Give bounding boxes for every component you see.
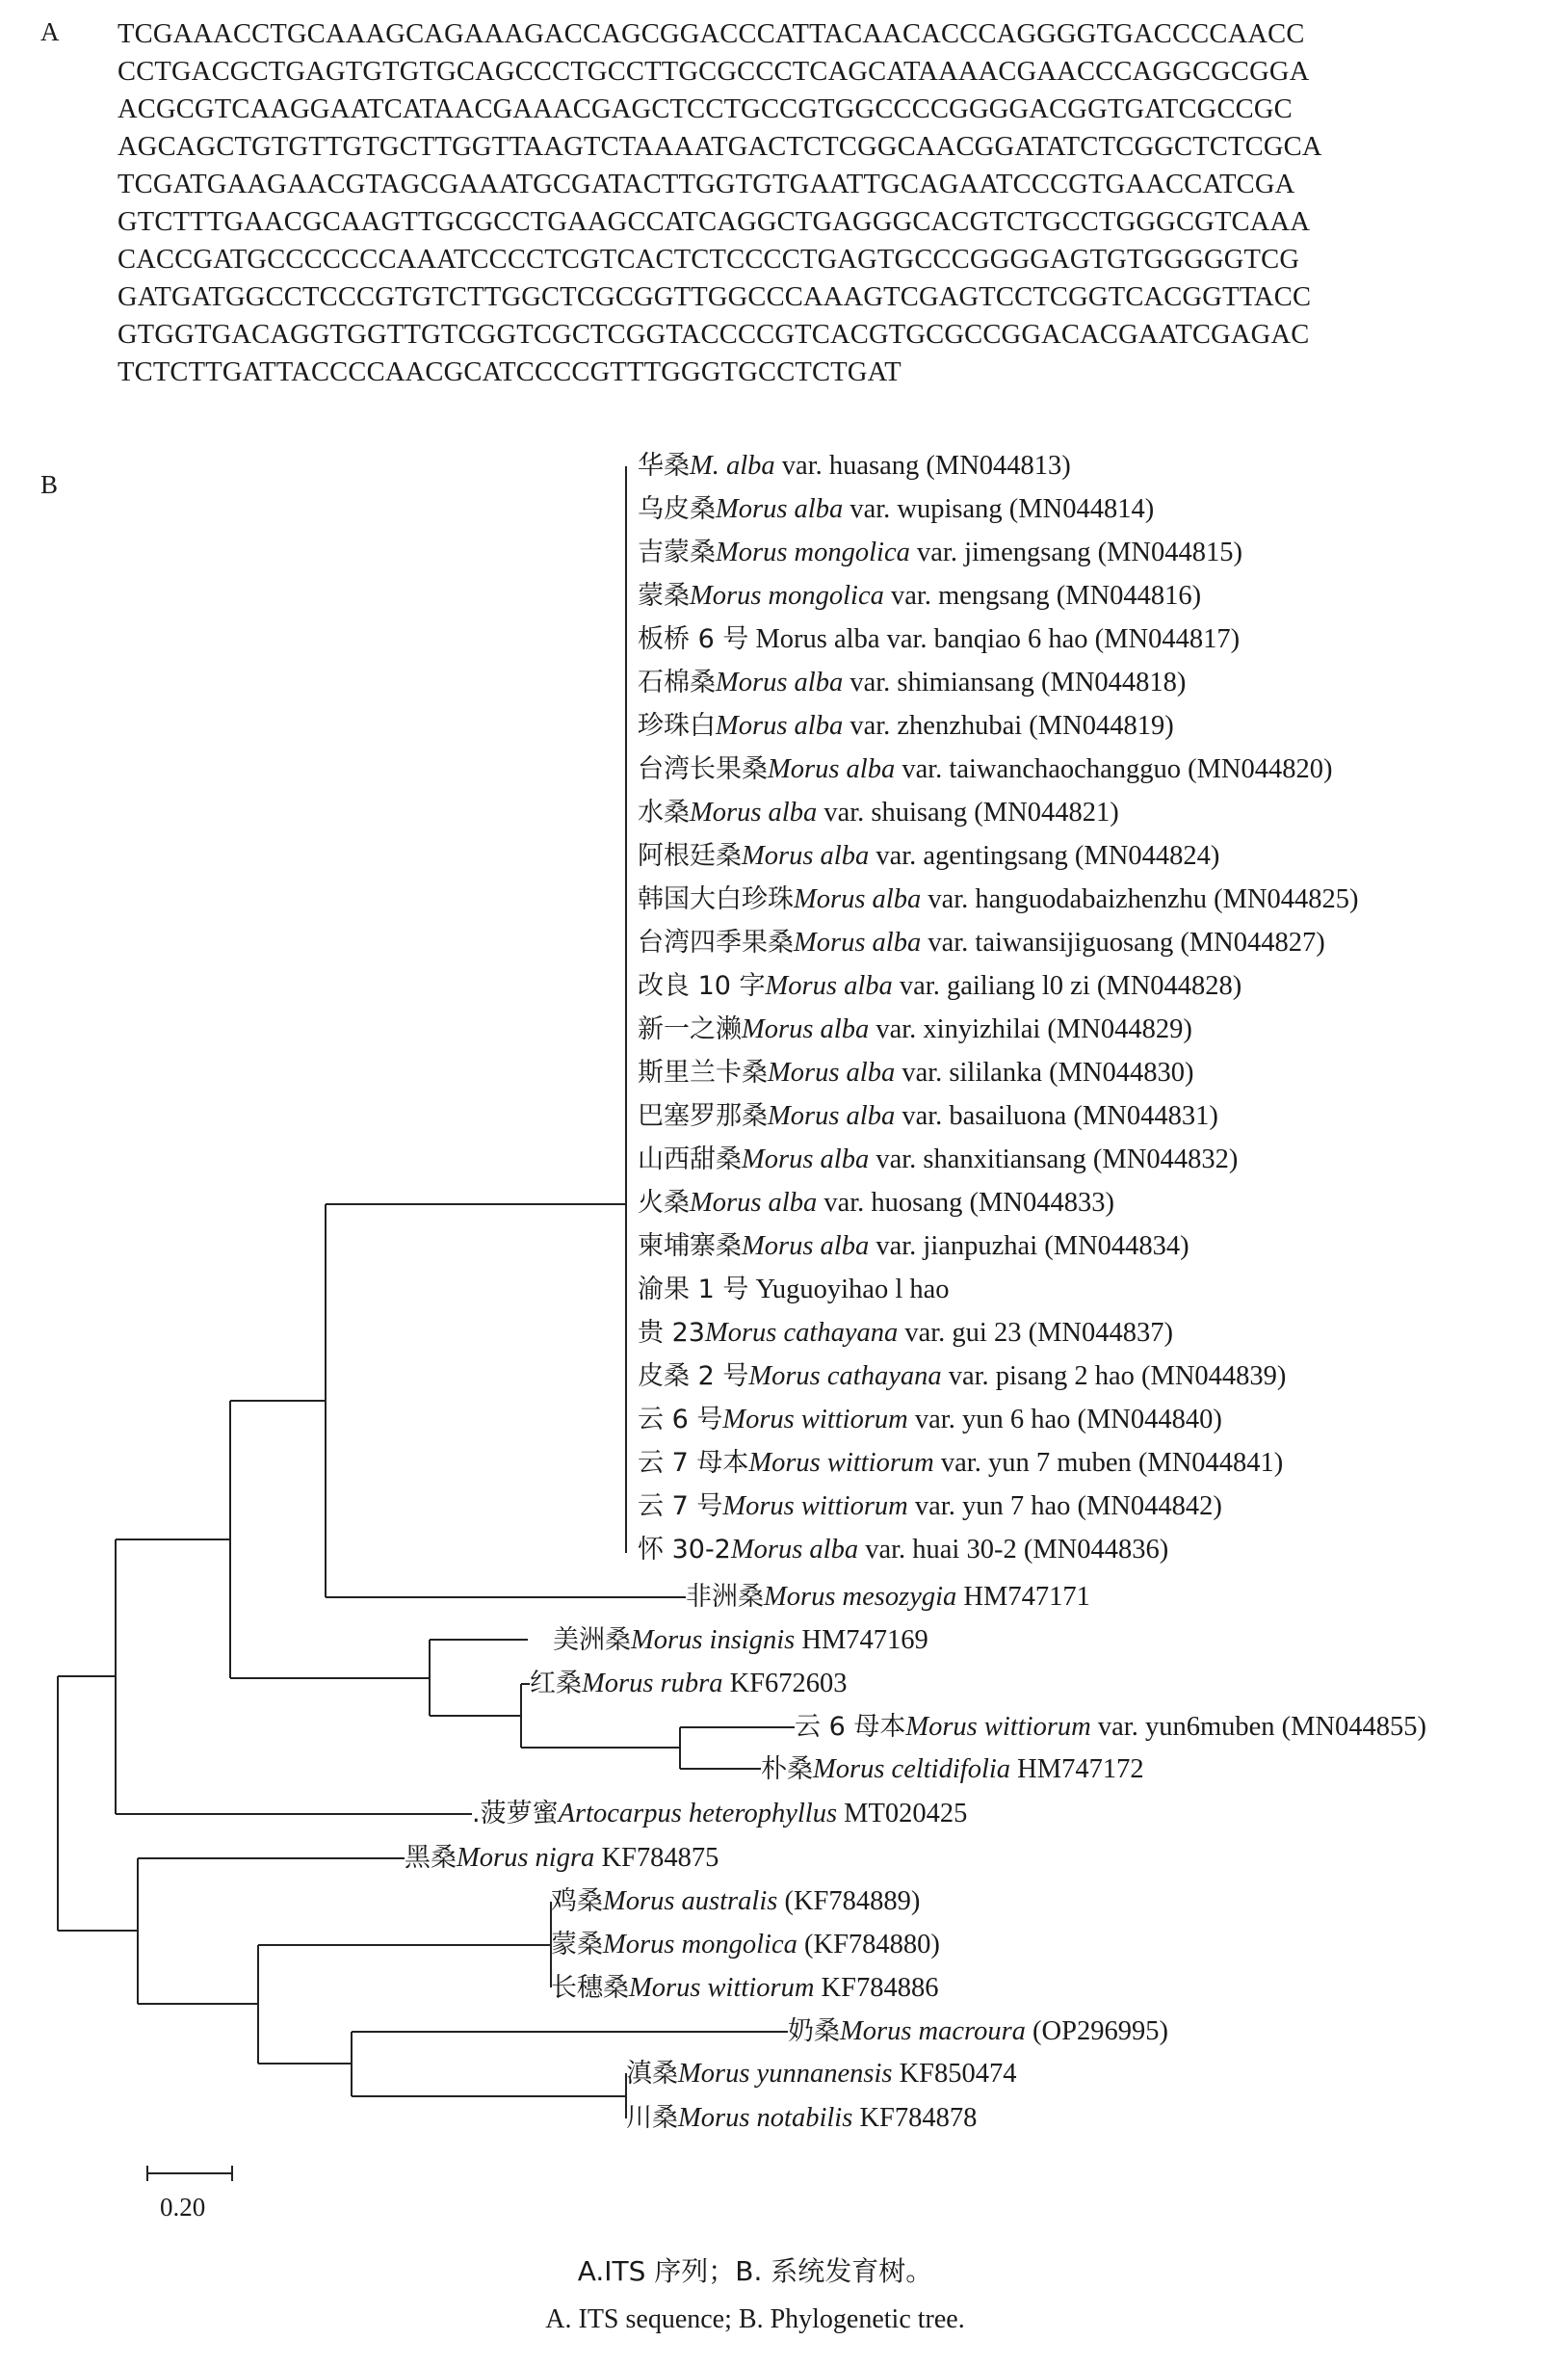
leaf-scientific-name: Morus alba	[768, 1101, 896, 1131]
scale-bar	[147, 2166, 232, 2181]
leaf-accession: var. basailuona (MN044831)	[895, 1101, 1218, 1131]
leaf-accession: var. yun 7 muben (MN044841)	[933, 1448, 1284, 1478]
leaf-chinese-name: 皮桑 2 号	[638, 1361, 749, 1391]
leaf-scientific-name: Morus alba	[730, 1535, 859, 1565]
leaf-accession: var. xinyizhilai (MN044829)	[869, 1014, 1192, 1044]
leaf-chinese-name: 滇桑	[626, 2059, 678, 2089]
leaf-chinese-name: 山西甜桑	[638, 1144, 742, 1174]
leaf-accession: var. gui 23 (MN044837)	[898, 1318, 1173, 1348]
leaf-scientific-name: Morus wittiorum	[748, 1448, 934, 1478]
leaf-chinese-name: 柬埔寨桑	[638, 1231, 742, 1261]
leaf-label	[761, 1753, 1144, 1786]
leaf-label	[638, 753, 1333, 786]
leaf-chinese-name: 云 6 号	[638, 1405, 723, 1434]
leaf-scientific-name: Morus alba	[716, 668, 844, 697]
leaf-label	[530, 1668, 848, 1700]
leaf-label	[788, 2015, 1168, 2048]
sequence-line: ACGCGTCAAGGAATCATAACGAAACGAGCTCCTGCCGTGGCCCCGGGGACGGTGATCGCCGC	[118, 94, 1293, 124]
leaf-scientific-name: Morus insignis	[631, 1625, 796, 1655]
sequence-line: TCGATGAAGAACGTAGCGAAATGCGATACTTGGTGTGAATTGCAGAATCCCGTGAACCATCGA	[118, 170, 1295, 199]
leaf-label	[638, 840, 1219, 873]
leaf-chinese-name: 奶桑	[788, 2016, 840, 2046]
leaf-accession: HM747169	[795, 1625, 928, 1655]
leaf-accession: var. yun6muben (MN044855)	[1090, 1712, 1427, 1742]
leaf-accession: (OP296995)	[1025, 2016, 1168, 2046]
leaf-accession: KF784875	[594, 1843, 719, 1873]
leaf-accession: var. shimiansang (MN044818)	[843, 668, 1187, 697]
leaf-scientific-name: Morus mongolica	[716, 538, 910, 567]
leaf-accession: var. agentingsang (MN044824)	[869, 841, 1220, 871]
leaf-accession: KF850474	[892, 2059, 1017, 2089]
leaf-label	[638, 710, 1174, 743]
leaf-scientific-name: Morus alba	[716, 711, 844, 741]
leaf-scientific-name: Morus wittiorum	[905, 1712, 1091, 1742]
leaf-accession: HM747171	[956, 1582, 1090, 1612]
leaf-accession: KF784878	[852, 2103, 978, 2133]
leaf-label	[638, 580, 1201, 613]
leaf-chinese-name: 火桑	[638, 1188, 690, 1218]
leaf-accession: var. gailiang l0 zi (MN044828)	[892, 971, 1242, 1001]
leaf-scientific-name: Artocarpus heterophyllus	[558, 1799, 838, 1828]
leaf-chinese-name: 非洲桑	[686, 1582, 764, 1612]
leaf-chinese-name: 蒙桑	[551, 1930, 603, 1959]
leaf-scientific-name: Morus macroura	[840, 2016, 1026, 2046]
caption-chinese	[0, 2250, 1510, 2289]
leaf-accession: KF672603	[722, 1669, 848, 1698]
leaf-chinese-name: 川桑	[626, 2103, 678, 2133]
leaf-chinese-name: 珍珠白	[638, 711, 716, 741]
leaf-chinese-name: 鸡桑	[551, 1886, 603, 1916]
leaf-label	[551, 1929, 940, 1961]
leaf-accession: MT020425	[837, 1799, 968, 1828]
leaf-chinese-name: 长穗桑	[551, 1973, 629, 2003]
leaf-label	[638, 537, 1242, 569]
leaf-scientific-name: Morus australis	[603, 1886, 778, 1916]
leaf-label	[638, 450, 1071, 483]
leaf-label	[638, 1404, 1222, 1436]
leaf-chinese-name: 石棉桑	[638, 668, 716, 697]
leaf-accession: var. pisang 2 hao (MN044839)	[941, 1361, 1287, 1391]
sequence-line: TCGAAACCTGCAAAGCAGAAAGACCAGCGGACCCATTACAACACCCAGGGGTGACCCCAACC	[118, 19, 1305, 49]
leaf-label	[638, 1144, 1238, 1176]
leaf-chinese-name: 吉蒙桑	[638, 538, 716, 567]
leaf-chinese-name: 乌皮桑	[638, 494, 716, 524]
leaf-accession: var. yun 6 hao (MN044840)	[907, 1405, 1222, 1434]
leaf-label	[638, 1057, 1194, 1090]
leaf-scientific-name: Morus alba	[742, 1014, 870, 1044]
panel-a-label: A	[40, 17, 60, 46]
leaf-chinese-name: 怀 30-2	[638, 1535, 731, 1565]
leaf-label	[553, 1624, 928, 1657]
leaf-scientific-name: Morus mesozygia	[764, 1582, 957, 1612]
leaf-accession: var. sililanka (MN044830)	[895, 1058, 1194, 1088]
leaf-scientific-name: Morus celtidifolia	[813, 1754, 1011, 1784]
leaf-label	[638, 493, 1154, 526]
leaf-scientific-name: Morus alba	[742, 841, 870, 871]
leaf-accession: var. yun 7 hao (MN044842)	[907, 1491, 1222, 1521]
leaf-chinese-name: 韩国大白珍珠	[638, 884, 794, 914]
leaf-chinese-name: 斯里兰卡桑	[638, 1058, 768, 1088]
leaf-scientific-name: Morus alba	[742, 1144, 870, 1174]
leaf-label	[638, 1274, 950, 1306]
leaf-scientific-name: Morus yunnanensis	[678, 2059, 893, 2089]
leaf-chinese-name: 改良 10 字	[638, 971, 766, 1001]
leaf-accession: var. taiwansijiguosang (MN044827)	[921, 928, 1325, 958]
sequence-line: CCTGACGCTGAGTGTGTGCAGCCCTGCCTTGCGCCCTCAGCATAAAACGAACCCAGGCGCGGA	[118, 57, 1310, 87]
leaf-label	[638, 1447, 1283, 1480]
leaf-chinese-name: 渝果 1 号	[638, 1275, 749, 1304]
leaf-scientific-name: Morus notabilis	[678, 2103, 853, 2133]
leaf-scientific-name: Morus alba	[768, 754, 896, 784]
leaf-scientific-name: Morus mongolica	[603, 1930, 797, 1959]
leaf-scientific-name: Morus mongolica	[690, 581, 884, 611]
leaf-accession: HM747172	[1010, 1754, 1144, 1784]
leaf-scientific-name: Morus alba	[742, 1231, 870, 1261]
sequence-line: GATGATGGCCTCCCGTGTCTTGGCTCGCGGTTGGCCCAAAGTCGAGTCCTCGGTCACGGTTACC	[118, 282, 1312, 312]
leaf-label	[638, 1187, 1114, 1220]
leaf-label	[638, 623, 1240, 656]
leaf-scientific-name: M. alba	[690, 451, 775, 481]
leaf-label	[686, 1581, 1090, 1614]
leaf-accession: (KF784889)	[777, 1886, 921, 1916]
sequence-line: AGCAGCTGTGTTGTGCTTGGTTAAGTCTAAAATGACTCTCGGCAACGGATATCTCGGCTCTCGCA	[118, 132, 1322, 162]
caption-english: A. ITS sequence; B. Phylogenetic tree.	[545, 2304, 965, 2334]
leaf-chinese-name: 红桑	[530, 1669, 582, 1698]
leaf-chinese-name: 蒙桑	[638, 581, 690, 611]
leaf-scientific-name: Morus alba	[768, 1058, 896, 1088]
leaf-scientific-name: Morus wittiorum	[629, 1973, 815, 2003]
leaf-label	[795, 1711, 1426, 1744]
sequence-line: GTGGTGACAGGTGGTTGTCGGTCGCTCGGTACCCCGTCACGTGCGCCGGACACGAATCGAGAC	[118, 320, 1310, 350]
leaf-chinese-name: 板桥 6 号	[638, 624, 749, 654]
leaf-accession: var. jimengsang (MN044815)	[909, 538, 1242, 567]
leaf-label	[472, 1798, 967, 1830]
leaf-chinese-name: 朴桑	[761, 1754, 813, 1784]
leaf-accession: var. hanguodabaizhenzhu (MN044825)	[921, 884, 1359, 914]
leaf-label	[638, 1100, 1218, 1133]
leaf-label	[638, 1360, 1286, 1393]
leaf-chinese-name: 台湾四季果桑	[638, 928, 794, 958]
leaf-chinese-name: 云 7 号	[638, 1491, 723, 1521]
leaf-accession: var. taiwanchaochangguo (MN044820)	[895, 754, 1333, 784]
leaf-label	[638, 667, 1186, 699]
sequence-line: GTCTTTGAACGCAAGTTGCGCCTGAAGCCATCAGGCTGAGGGCACGTCTGCCTGGGCGTCAAA	[118, 207, 1311, 237]
leaf-scientific-name: Morus nigra	[457, 1843, 595, 1873]
leaf-label	[638, 883, 1359, 916]
leaf-chinese-name: 云 7 母本	[638, 1448, 749, 1478]
leaf-scientific-name: Morus alba	[690, 798, 818, 828]
leaf-scientific-name: Morus alba	[690, 1188, 818, 1218]
leaf-label	[638, 1013, 1192, 1046]
leaf-chinese-name: 云 6 母本	[795, 1712, 906, 1742]
leaf-scientific-name: Morus wittiorum	[722, 1491, 908, 1521]
leaf-chinese-name: 台湾长果桑	[638, 754, 768, 784]
leaf-chinese-name: 巴塞罗那桑	[638, 1101, 768, 1131]
sequence-line: TCTCTTGATTACCCCAACGCATCCCCGTTTGGGTGCCTCTGAT	[118, 357, 902, 387]
leaf-chinese-name: 阿根廷桑	[638, 841, 742, 871]
leaf-scientific-name: Morus wittiorum	[722, 1405, 908, 1434]
leaf-accession: var. zhenzhubai (MN044819)	[843, 711, 1174, 741]
leaf-label	[626, 2058, 1017, 2091]
leaf-chinese-name: 贵 23	[638, 1318, 705, 1348]
leaf-accession: var. wupisang (MN044814)	[843, 494, 1155, 524]
sequence-line: CACCGATGCCCCCCCAAATCCCCTCGTCACTCTCCCCTGAGTGCCCGGGGAGTGTGGGGGTCG	[118, 245, 1300, 275]
leaf-accession: var. jianpuzhai (MN044834)	[869, 1231, 1189, 1261]
leaf-chinese-name: 美洲桑	[553, 1625, 631, 1655]
leaf-scientific-name: Morus alba	[794, 884, 922, 914]
leaf-scientific-name: Morus alba	[794, 928, 922, 958]
leaf-scientific-name: Morus alba	[716, 494, 844, 524]
leaf-chinese-name: .菠萝蜜	[472, 1799, 559, 1828]
leaf-label	[638, 927, 1325, 960]
leaf-chinese-name: 新一之濑	[638, 1014, 742, 1044]
leaf-label	[638, 1317, 1173, 1350]
leaf-accession: var. huosang (MN044833)	[817, 1188, 1114, 1218]
scale-bar-label: 0.20	[160, 2193, 206, 2222]
leaf-chinese-name: 黑桑	[405, 1843, 457, 1873]
leaf-label	[405, 1842, 719, 1875]
panel-b-label: B	[40, 470, 59, 499]
leaf-accession: Yuguoyihao l hao	[748, 1275, 950, 1304]
leaf-scientific-name: Morus alba	[765, 971, 893, 1001]
leaf-scientific-name: Morus rubra	[582, 1669, 723, 1698]
leaf-accession: KF784886	[814, 1973, 939, 2003]
leaf-accession: var. huai 30-2 (MN044836)	[858, 1535, 1169, 1565]
leaf-accession: var. huasang (MN044813)	[774, 451, 1071, 481]
leaf-accession: (KF784880)	[797, 1930, 940, 1959]
leaf-scientific-name: Morus cathayana	[748, 1361, 942, 1391]
leaf-chinese-name: 华桑	[638, 451, 690, 481]
leaf-label	[638, 1230, 1189, 1263]
leaf-label	[638, 970, 1241, 1003]
leaf-label	[638, 797, 1119, 829]
leaf-label	[551, 1885, 920, 1918]
leaf-accession: var. mengsang (MN044816)	[883, 581, 1202, 611]
caption-chinese-text: A.ITS 序列；B. 系统发育树。	[577, 2255, 933, 2287]
leaf-label	[626, 2102, 977, 2135]
leaf-scientific-name: Morus cathayana	[704, 1318, 899, 1348]
leaf-label	[638, 1490, 1222, 1523]
leaf-label	[551, 1972, 938, 2005]
leaf-accession: var. shuisang (MN044821)	[817, 798, 1119, 828]
leaf-chinese-name: 水桑	[638, 798, 690, 828]
leaf-accession: Morus alba var. banqiao 6 hao (MN044817)	[748, 624, 1241, 654]
leaf-label	[638, 1534, 1168, 1566]
leaf-accession: var. shanxitiansang (MN044832)	[869, 1144, 1239, 1174]
